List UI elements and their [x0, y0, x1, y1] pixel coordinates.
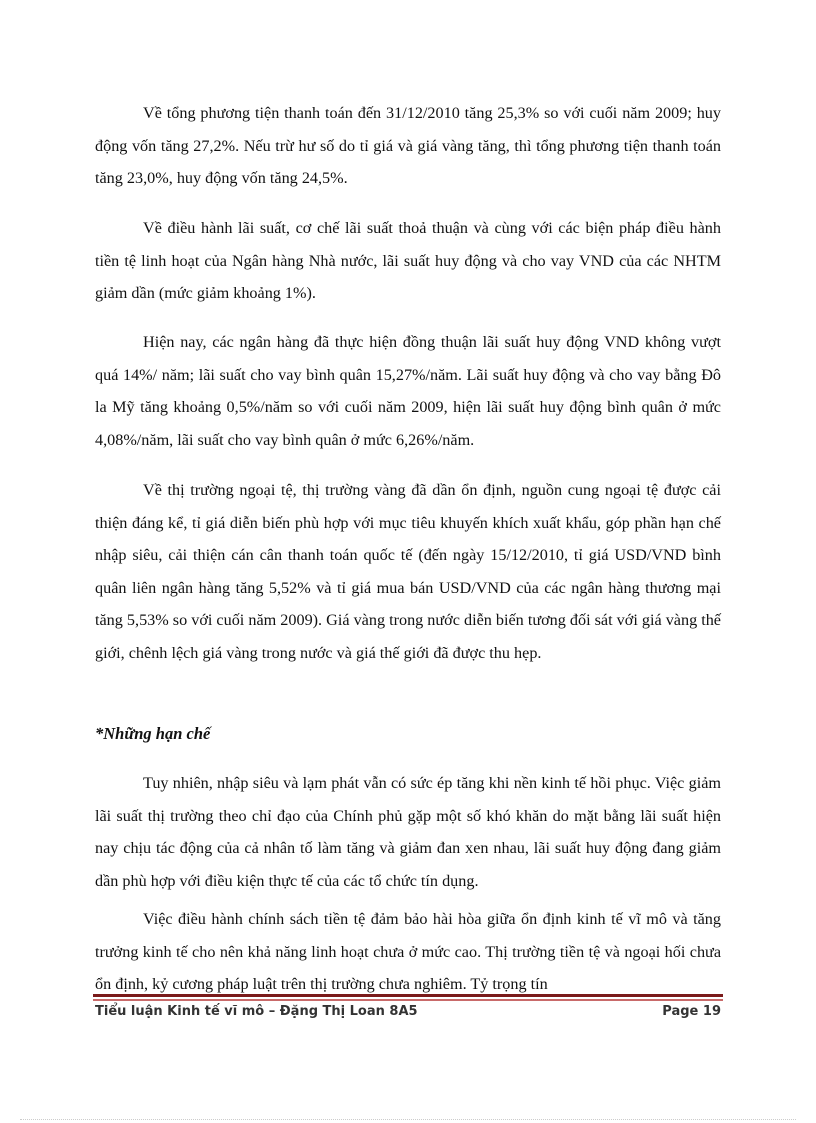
paragraph-limitations-1: Tuy nhiên, nhập siêu và lạm phát vẫn có sức ép tăng khi nền kinh tế hồi phục. Việc giảm lãi suất thị trường theo chỉ đạo của Chính phủ gặp một số khó khăn do mặt bằng lãi suất hiện nay chịu tác động của cả nhân tố làm tăng và giảm đan xen nhau, lãi suất huy động đang giảm dần phù hợp với điều kiện thực tế của các tổ chức tín dụng.: [95, 774, 721, 890]
paragraph-interest-policy: Về điều hành lãi suất, cơ chế lãi suất thoả thuận và cùng với các biện pháp điều hành tiền tệ linh hoạt của Ngân hàng Nhà nước, lãi suất huy động và cho vay VND của các NHTM giảm dần (mức giảm khoảng 1%).: [95, 219, 721, 302]
paragraph-limitations-2: Việc điều hành chính sách tiền tệ đảm bảo hài hòa giữa ổn định kinh tế vĩ mô và tăng trưởng kinh tế cho nên khả năng linh hoạt chưa ở mức cao. Thị trường tiền tệ và ngoại hối chưa ổn định, kỷ cương pháp luật trên thị trường chưa nghiêm. Tỷ trọng tín: [95, 910, 721, 993]
paragraph-forex-gold: Về thị trường ngoại tệ, thị trường vàng đã dần ổn định, nguồn cung ngoại tệ được cải thiện đáng kể, tỉ giá diễn biến phù hợp với mục tiêu khuyến khích xuất khẩu, góp phần hạn chế nhập siêu, cải thiện cán cân thanh toán quốc tế (đến ngày 15/12/2010, tỉ giá USD/VND bình quân liên ngân hàng tăng 5,52% và tỉ giá mua bán USD/VND của các ngân hàng thương mại tăng 5,53% so với cuối năm 2009). Giá vàng trong nước diễn biến tương đối sát với giá vàng thế giới, chênh lệch giá vàng trong nước và giá thế giới đã được thu hẹp.: [95, 481, 721, 662]
footer-rule-thin: [93, 999, 723, 1001]
page-number: Page 19: [662, 1004, 721, 1019]
paragraph-money-supply: Về tổng phương tiện thanh toán đến 31/12/2010 tăng 25,3% so với cuối năm 2009; huy động vốn tăng 27,2%. Nếu trừ hư số do tỉ giá và giá vàng tăng, thì tổng phương tiện thanh toán tăng 23,0%, huy động vốn tăng 24,5%.: [95, 104, 721, 187]
section-heading-limitations: *Những hạn chế: [95, 724, 211, 743]
footer-title: Tiểu luận Kinh tế vĩ mô – Đặng Thị Loan 8A5: [95, 1004, 418, 1019]
paragraph-current-rates: Hiện nay, các ngân hàng đã thực hiện đồng thuận lãi suất huy động VND không vượt quá 14%/ năm; lãi suất cho vay bình quân 15,27%/năm. Lãi suất huy động và cho vay bằng Đô la Mỹ tăng khoảng 0,5%/năm so với cuối năm 2009, hiện lãi suất huy động bình quân ở mức 4,08%/năm, lãi suất cho vay bình quân ở mức 6,26%/năm.: [95, 333, 721, 449]
page-bottom-dotted-border: [20, 1119, 796, 1120]
footer-rule: [93, 994, 723, 997]
